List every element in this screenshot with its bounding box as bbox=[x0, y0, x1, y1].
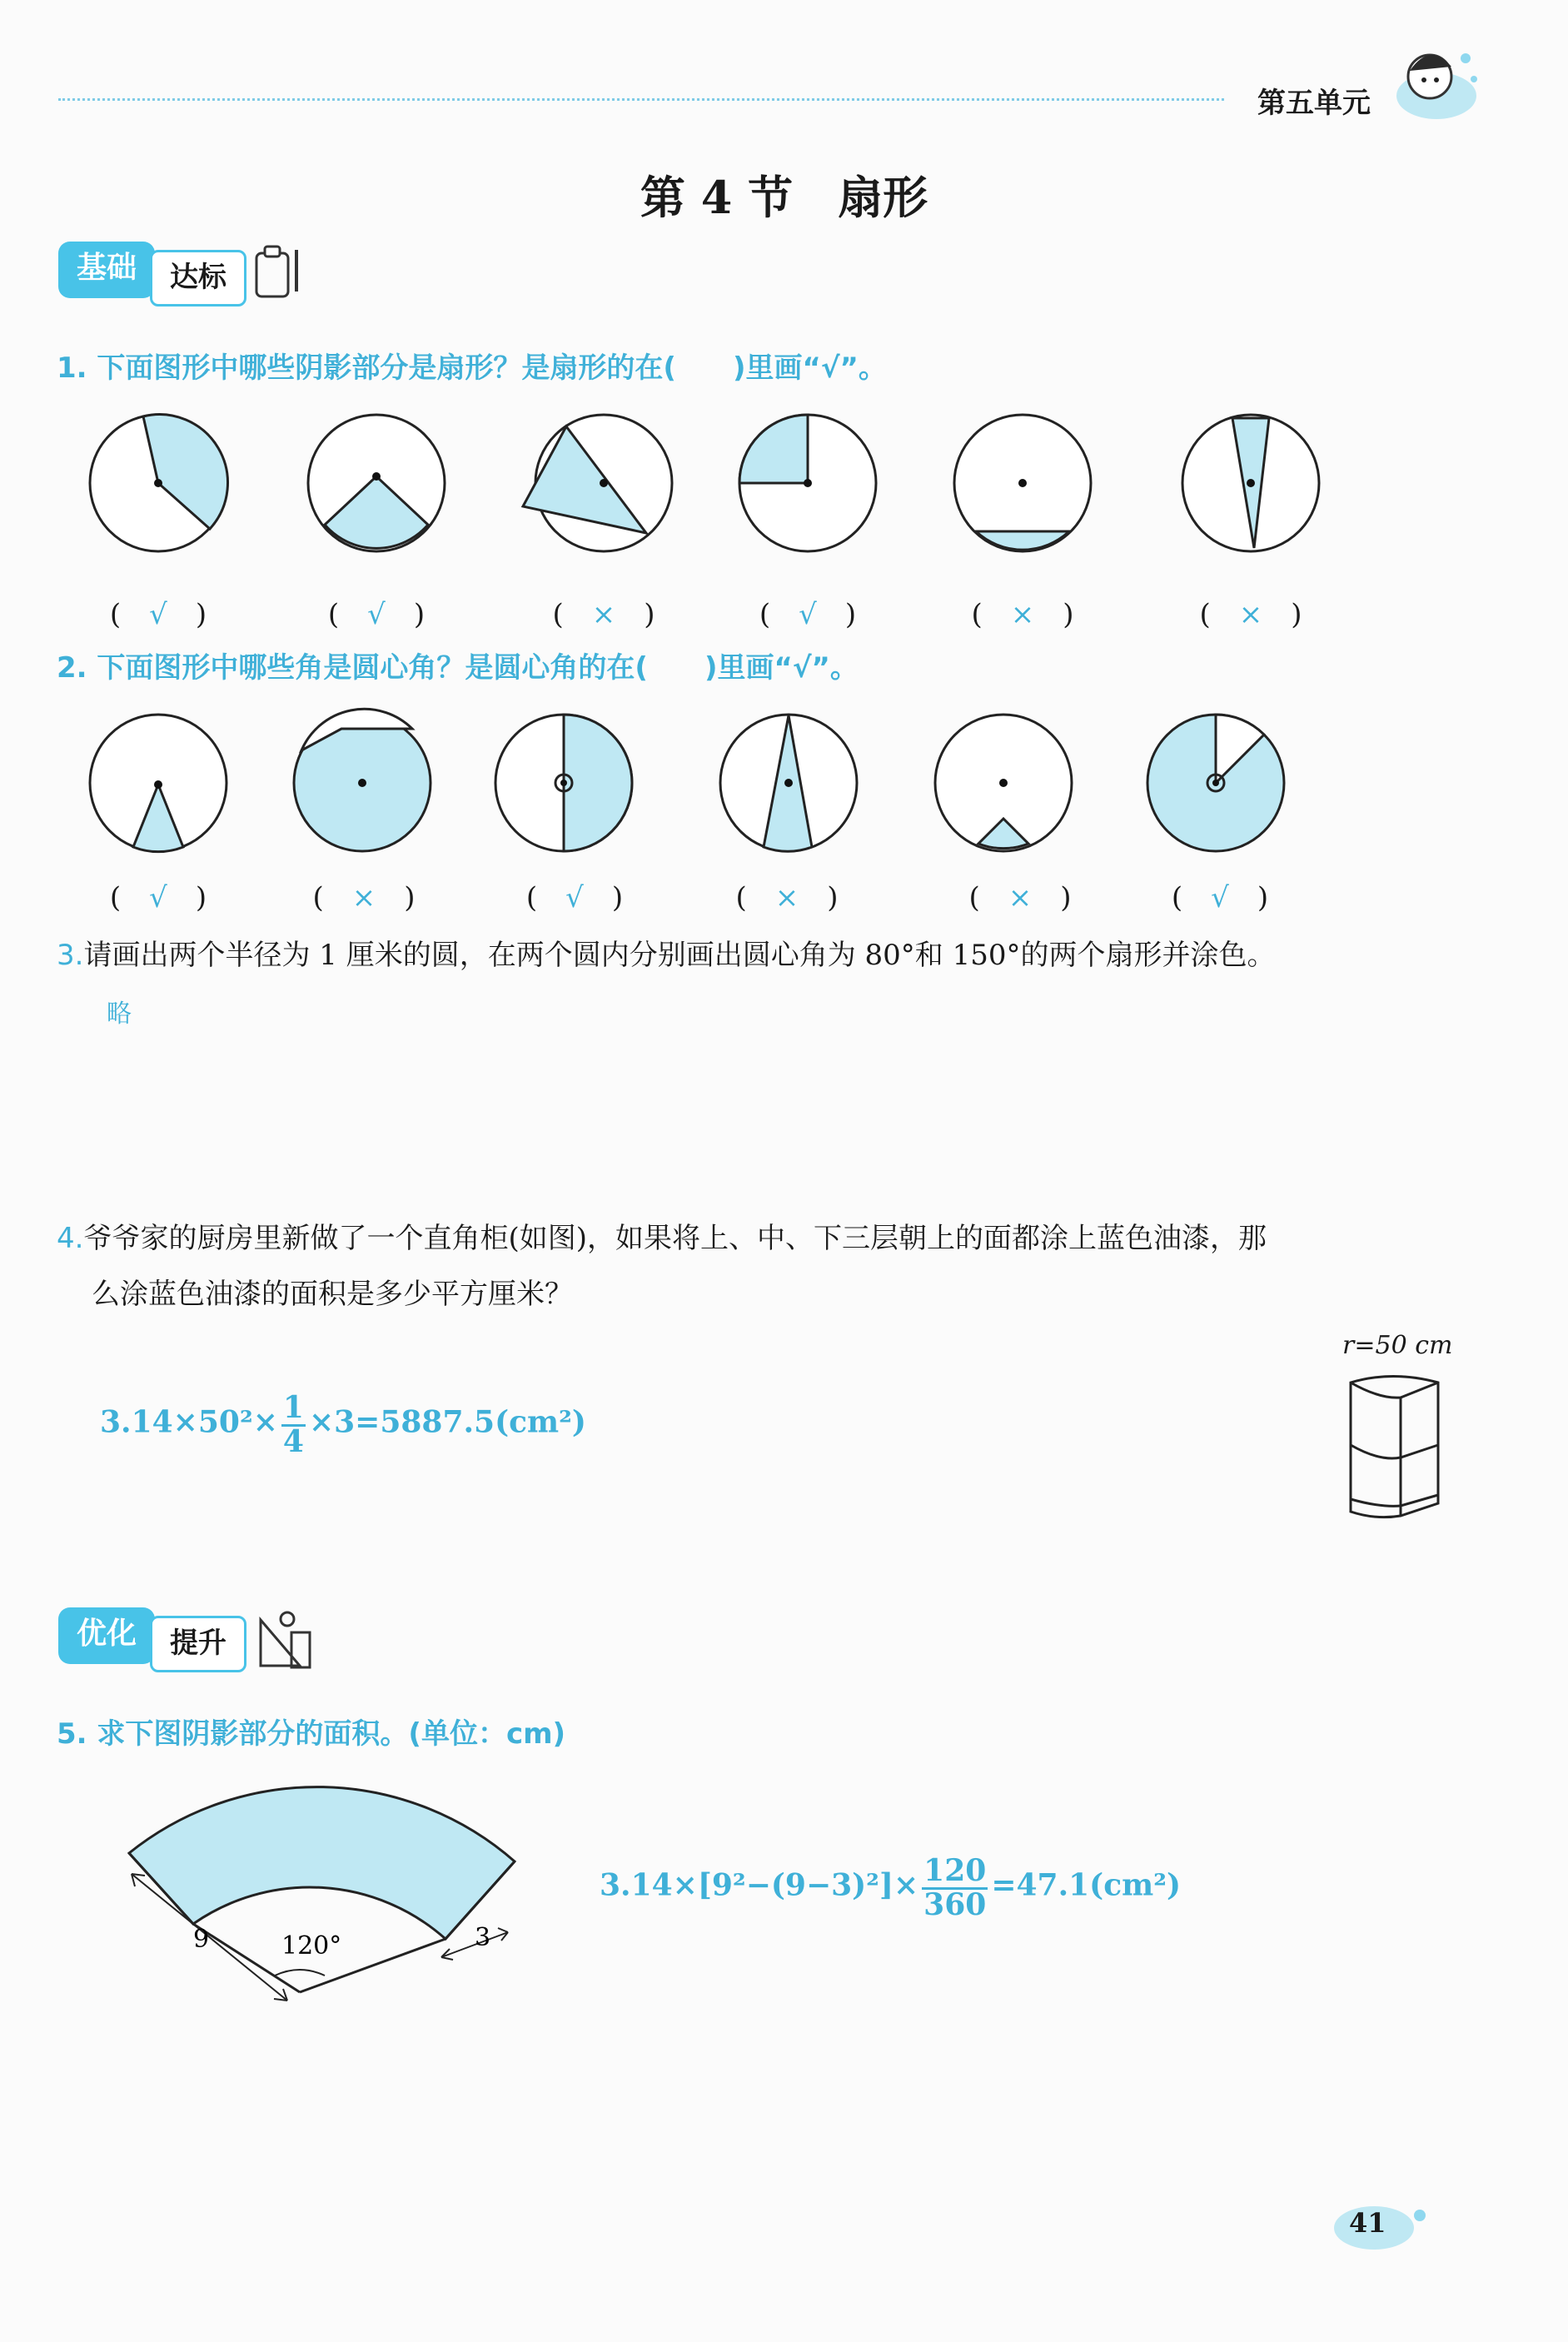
q2-answer-5: ( × ) bbox=[968, 881, 1072, 914]
question-4-line1: 4.爷爷家的厨房里新做了一个直角柜(如图)，如果将上、中、下三层朝上的面都涂上蓝色油漆，那 bbox=[57, 1222, 1267, 1255]
q1-answer-2: ( √ ) bbox=[327, 598, 426, 631]
q2-answer-3: ( √ ) bbox=[525, 881, 624, 914]
badge-sub: 达标 bbox=[150, 250, 246, 306]
q2-answer-4: ( × ) bbox=[735, 881, 839, 914]
q2-answer-1: ( √ ) bbox=[109, 881, 207, 914]
q1-fig4-shade bbox=[739, 415, 808, 483]
section-badge-advanced bbox=[58, 1607, 250, 1669]
q2-figures bbox=[0, 704, 1568, 870]
badge-main: 优化 bbox=[58, 1607, 155, 1664]
q5-answer: 3.14×[9²−(9−3)²]× $\frac{120}{360}$ =47.1(cm²) bbox=[600, 1853, 1182, 1922]
corner-cabinet-figure bbox=[1342, 1366, 1451, 1532]
question-4-line2: 么涂蓝色油漆的面积是多少平方厘米？ bbox=[92, 1278, 573, 1311]
q1-answer-3: ( × ) bbox=[552, 598, 655, 631]
q5-label-3: 3 bbox=[475, 1923, 491, 1952]
question-2: 2. 下面图形中哪些角是圆心角？是圆心角的在( )里画“√”。 bbox=[57, 651, 859, 685]
q4-answer: 3.14×50²× $\frac{1}{4}$ ×3=5887.5(cm²) bbox=[100, 1390, 586, 1459]
q5-label-9: 9 bbox=[193, 1925, 210, 1954]
cartoon-logo-icon bbox=[1386, 33, 1486, 125]
q1-figures bbox=[0, 400, 1568, 566]
q1-fig5-shade bbox=[976, 531, 1069, 550]
q5-label-angle: 120° bbox=[281, 1931, 342, 1961]
annulus-sector-figure bbox=[117, 1757, 550, 2007]
ruler-compass-icon bbox=[254, 1607, 321, 1674]
q2-answer-6: ( √ ) bbox=[1171, 881, 1269, 914]
q1-answer-1: ( √ ) bbox=[109, 598, 207, 631]
cabinet-radius-label: r=50 cm bbox=[1342, 1331, 1453, 1360]
section-badge-basic bbox=[58, 242, 250, 303]
unit-label: 第五单元 bbox=[1257, 87, 1371, 120]
page-number: 41 bbox=[1349, 2207, 1386, 2239]
badge-sub: 提升 bbox=[150, 1616, 246, 1672]
q1-answer-5: ( × ) bbox=[971, 598, 1074, 631]
header-divider bbox=[58, 98, 1224, 101]
page-title: 第 4 节 扇形 bbox=[640, 171, 928, 224]
q2-fig3-shade bbox=[564, 715, 632, 851]
question-1: 1. 下面图形中哪些阴影部分是扇形？是扇形的在( )里画“√”。 bbox=[57, 351, 887, 385]
badge-main: 基础 bbox=[58, 242, 155, 298]
q1-answer-4: ( √ ) bbox=[759, 598, 857, 631]
question-3: 3.请画出两个半径为 1 厘米的圆，在两个圆内分别画出圆心角为 80°和 150°的两个扇形并涂色。 bbox=[57, 939, 1276, 972]
clipboard-icon bbox=[250, 242, 308, 304]
q1-answer-6: ( × ) bbox=[1199, 598, 1302, 631]
q2-answer-2: ( × ) bbox=[312, 881, 416, 914]
question-5: 5. 求下图阴影部分的面积。(单位：cm) bbox=[57, 1717, 566, 1751]
q3-answer: 略 bbox=[107, 999, 132, 1029]
